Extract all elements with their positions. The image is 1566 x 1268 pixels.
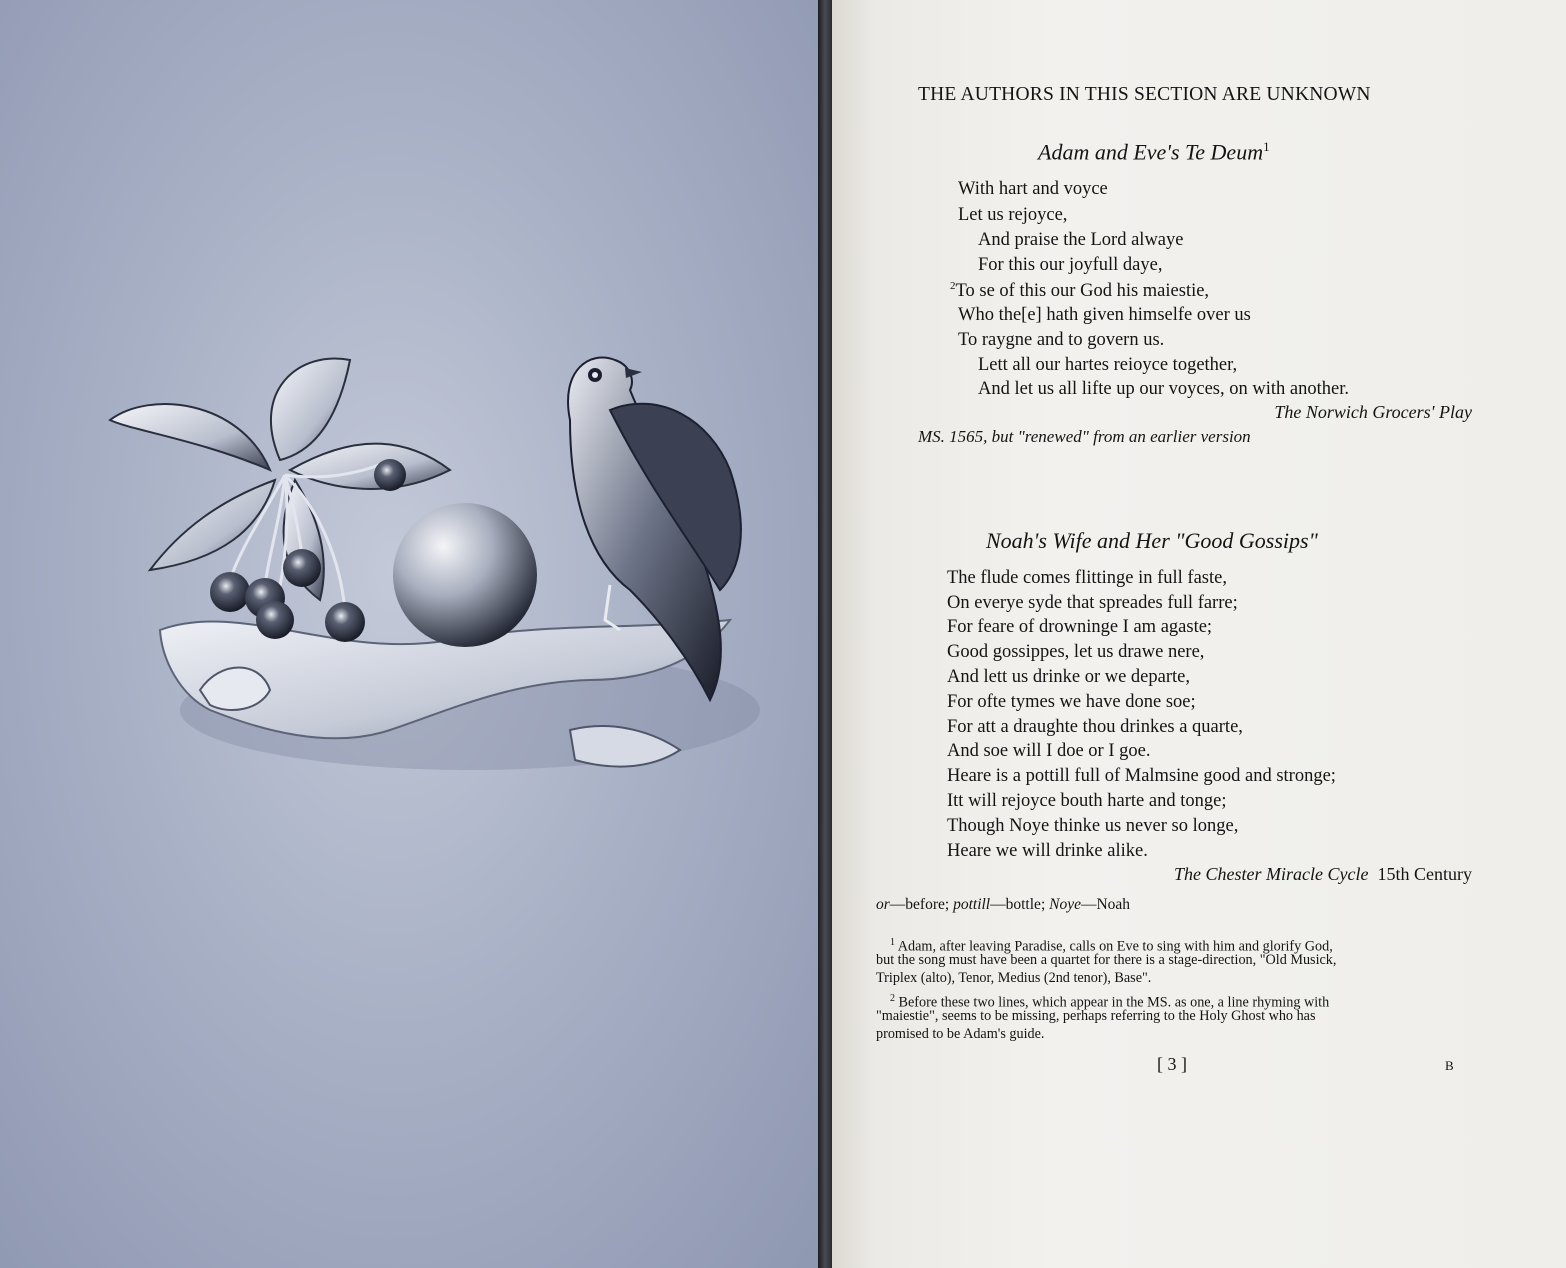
poem1-line: Lett all our hartes reioyce together, xyxy=(978,355,1238,375)
footnote-1-line: but the song must have been a quartet for there is a stage-direction, "Old Musick, xyxy=(876,952,1337,968)
footnote-2-line: "maiestie", seems to be missing, perhaps referring to the Holy Ghost who has xyxy=(876,1008,1316,1024)
poem1-line xyxy=(950,280,1209,302)
section-heading: THE AUTHORS IN THIS SECTION ARE UNKNOWN xyxy=(918,84,1371,105)
poem1-title-text: Adam and Eve's Te Deum xyxy=(1038,139,1264,165)
page-number: [ 3 ] xyxy=(1157,1054,1187,1074)
right-page xyxy=(832,0,1566,1268)
poem1-line: To raygne and to govern us. xyxy=(958,330,1165,350)
cherry xyxy=(210,572,250,612)
glossary: or—before; pottill—bottle; Noye—Noah xyxy=(876,896,1131,913)
footnote-mark: 1 xyxy=(890,937,895,948)
poem2-century: 15th Century xyxy=(1377,864,1472,884)
poem2-line: And soe will I doe or I goe. xyxy=(947,741,1151,761)
poem2-line: Heare is a pottill full of Malmsine good and stronge; xyxy=(947,766,1336,786)
footnote-text: Before these two lines, which appear in the MS. as one, a line rhyming with xyxy=(898,994,1330,1011)
cherry xyxy=(374,459,406,491)
glossary-term: pottill xyxy=(953,896,991,913)
footnote-2-line: promised to be Adam's guide. xyxy=(876,1026,1045,1042)
footnote-ref: 1 xyxy=(1263,139,1270,154)
footnote-text: Adam, after leaving Paradise, calls on Eve to sing with him and glorify God, xyxy=(897,938,1333,955)
poem2-line: For feare of drowninge I am agaste; xyxy=(947,617,1213,637)
poem1-source: The Norwich Grocers' Play xyxy=(1274,402,1472,422)
signature-mark: B xyxy=(1445,1058,1454,1073)
poem1-line: Who the[e] hath given himselfe over us xyxy=(958,305,1251,325)
poem2-line: For ofte tymes we have done soe; xyxy=(947,692,1196,712)
poem2-line: And lett us drinke or we departe, xyxy=(947,667,1190,687)
glossary-term: or xyxy=(876,896,890,913)
cherry xyxy=(325,602,365,642)
fruit-ball xyxy=(393,503,537,647)
poem2-line: Though Noye thinke us never so longe, xyxy=(947,816,1239,836)
footnote-mark: 2 xyxy=(890,993,895,1004)
poem1-title xyxy=(1038,139,1270,165)
glossary-term: Noye xyxy=(1049,896,1081,913)
poem1-line: And praise the Lord alwaye xyxy=(978,230,1184,250)
poem1-line: Let us rejoyce, xyxy=(958,205,1068,225)
glossary-meaning: bottle xyxy=(1005,896,1041,913)
poem2-line: Itt will rejoyce bouth harte and tonge; xyxy=(947,791,1227,811)
footnote-ref: 2 xyxy=(950,280,956,292)
poem2-source xyxy=(1174,864,1472,885)
cherry xyxy=(283,549,321,587)
poem1-line: With hart and voyce xyxy=(958,179,1108,199)
poem1-line-text: To se of this our God his maiestie, xyxy=(955,281,1210,302)
still-life-illustration xyxy=(90,330,780,800)
glossary-meaning: before xyxy=(905,896,945,913)
poem1-date-note: MS. 1565, but "renewed" from an earlier version xyxy=(918,427,1251,446)
footnote-1-line: Triplex (alto), Tenor, Medius (2nd tenor), Base". xyxy=(876,970,1152,986)
leaf xyxy=(271,358,350,460)
glossary-meaning: Noah xyxy=(1096,896,1131,913)
poem2-line: Heare we will drinke alike. xyxy=(947,841,1148,861)
poem1-line: For this our joyfull daye, xyxy=(978,255,1163,275)
poem2-line: For att a draughte thou drinkes a quarte, xyxy=(947,717,1243,737)
leaf xyxy=(290,444,450,489)
leaf xyxy=(110,404,270,470)
poem2-title: Noah's Wife and Her "Good Gossips" xyxy=(986,528,1318,553)
poem2-source-title: The Chester Miracle Cycle xyxy=(1174,864,1369,884)
cherry xyxy=(256,601,294,639)
book-spine xyxy=(818,0,832,1268)
poem2-line: On everye syde that spreades full farre; xyxy=(947,593,1238,613)
poem2-line: Good gossippes, let us drawe nere, xyxy=(947,642,1205,662)
poem2-line: The flude comes flittinge in full faste, xyxy=(947,568,1227,588)
poem1-line: And let us all lifte up our voyces, on with another. xyxy=(978,379,1349,399)
